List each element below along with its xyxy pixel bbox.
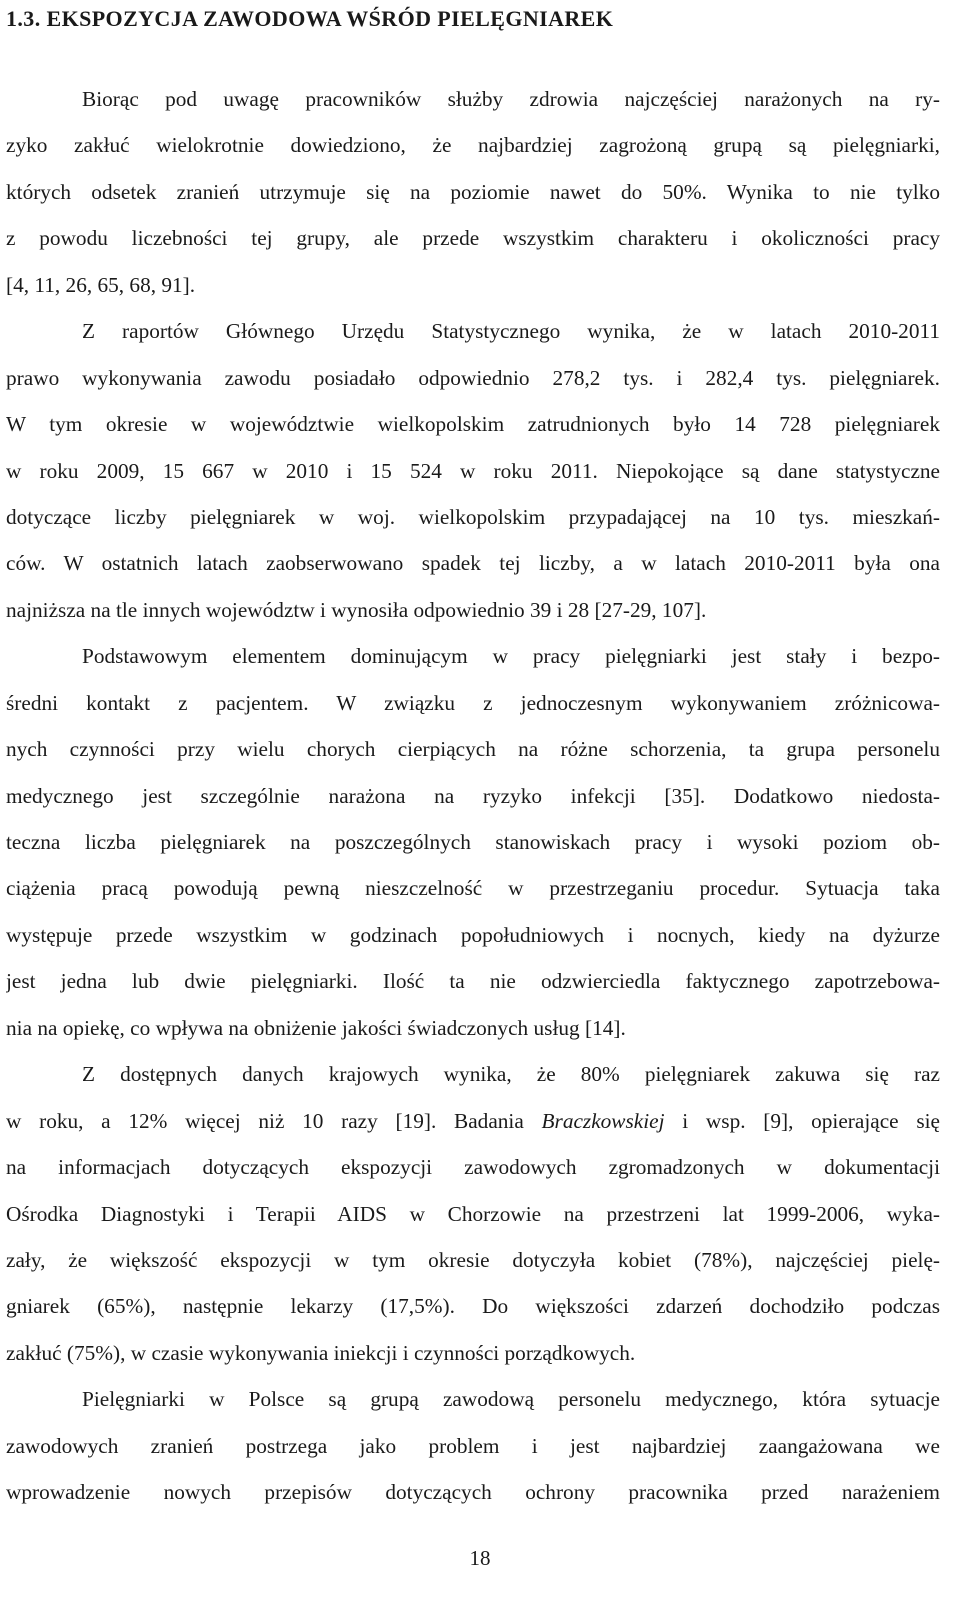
- line-text: w roku, a 12% więcej niż 10 razy [19]. Badania: [6, 1108, 542, 1133]
- paragraph-line: na informacjach dotyczących ekspozycji zawodowych zgromadzonych w dokumentacji: [6, 1155, 940, 1180]
- paragraph-line: medycznego jest szczególnie narażona na ryzyko infekcji [35]. Dodatkowo niedosta-: [6, 783, 940, 808]
- paragraph-line: [4, 11, 26, 65, 68, 91].: [6, 272, 196, 297]
- paragraph-line: jest jedna lub dwie pielęgniarki. Ilość ta nie odzwierciedla faktycznego zapotrzebowa-: [6, 969, 940, 994]
- body-text: [6, 76, 940, 1516]
- paragraph-line: z powodu liczebności tej grupy, ale przede wszystkim charakteru i okoliczności pracy: [6, 226, 940, 251]
- paragraph-line: Podstawowym elementem dominującym w pracy pielęgniarki jest stały i bezpo-: [82, 644, 940, 669]
- paragraph-line: w roku 2009, 15 667 w 2010 i 15 524 w roku 2011. Niepokojące są dane statystyczne: [6, 458, 940, 483]
- paragraph-line: Pielęgniarki w Polsce są grupą zawodową personelu medycznego, która sytuacje: [82, 1387, 940, 1412]
- paragraph-line: których odsetek zranień utrzymuje się na poziomie nawet do 50%. Wynika to nie tylko: [6, 179, 940, 204]
- paragraph-line: Ośrodka Diagnostyki i Terapii AIDS w Chorzowie na przestrzeni lat 1999-2006, wyka-: [6, 1201, 940, 1226]
- paragraph-line: zakłuć (75%), w czasie wykonywania iniekcji i czynności porządkowych.: [6, 1340, 636, 1365]
- paragraph-line: występuje przede wszystkim w godzinach popołudniowych i nocnych, kiedy na dyżurze: [6, 922, 940, 947]
- paragraph-line: średni kontakt z pacjentem. W związku z jednoczesnym wykonywaniem zróżnicowa-: [6, 690, 940, 715]
- paragraph-line: zały, że większość ekspozycji w tym okresie dotyczyła kobiet (78%), najczęściej pielę-: [6, 1247, 940, 1272]
- author-name: Braczkowskiej: [541, 1108, 665, 1133]
- paragraph-line: W tym okresie w województwie wielkopolskim zatrudnionych było 14 728 pielęgniarek: [6, 412, 940, 437]
- paragraph-line: zawodowych zranień postrzega jako problem i jest najbardziej zaangażowana we: [6, 1433, 940, 1458]
- paragraph-line: dotyczące liczby pielęgniarek w woj. wielkopolskim przypadającej na 10 tys. mieszkań-: [6, 504, 940, 529]
- paragraph-line: wprowadzenie nowych przepisów dotyczących ochrony pracownika przed narażeniem: [6, 1480, 940, 1505]
- paragraph-line: ców. W ostatnich latach zaobserwowano spadek tej liczby, a w latach 2010-2011 była ona: [6, 551, 940, 576]
- section-heading: 1.3. EKSPOZYCJA ZAWODOWA WŚRÓD PIELĘGNIAREK: [6, 6, 614, 31]
- paragraph-line: Biorąc pod uwagę pracowników służby zdrowia najczęściej narażonych na ry-: [82, 87, 940, 111]
- paragraph-line: ciążenia pracą powodują pewną nieszczelność w przestrzeganiu procedur. Sytuacja taka: [6, 876, 940, 901]
- paragraph-line: prawo wykonywania zawodu posiadało odpowiednio 278,2 tys. i 282,4 tys. pielęgniarek.: [6, 365, 940, 390]
- paragraph-line: nia na opiekę, co wpływa na obniżenie jakości świadczonych usług [14].: [6, 1015, 626, 1040]
- paragraph-line: nych czynności przy wielu chorych cierpiących na różne schorzenia, ta grupa personelu: [6, 737, 940, 762]
- paragraph-line: [6, 1098, 940, 1144]
- paragraph-line: gniarek (65%), następnie lekarzy (17,5%). Do większości zdarzeń dochodziło podczas: [6, 1294, 940, 1319]
- paragraph-line: zyko zakłuć wielokrotnie dowiedziono, że najbardziej zagrożoną grupą są pielęgniarki,: [6, 133, 940, 158]
- paragraph-line: Z dostępnych danych krajowych wynika, że 80% pielęgniarek zakuwa się raz: [82, 1062, 940, 1087]
- paragraph-line: Z raportów Głównego Urzędu Statystycznego wynika, że w latach 2010-2011: [82, 319, 940, 344]
- page-number: 18: [469, 1546, 491, 1570]
- line-text: i wsp. [9], opierające się: [664, 1108, 940, 1133]
- paragraph-line: teczna liczba pielęgniarek na poszczególnych stanowiskach pracy i wysoki poziom ob-: [6, 830, 940, 854]
- paragraph-line: najniższa na tle innych województw i wynosiła odpowiednio 39 i 28 [27-29, 107].: [6, 597, 707, 622]
